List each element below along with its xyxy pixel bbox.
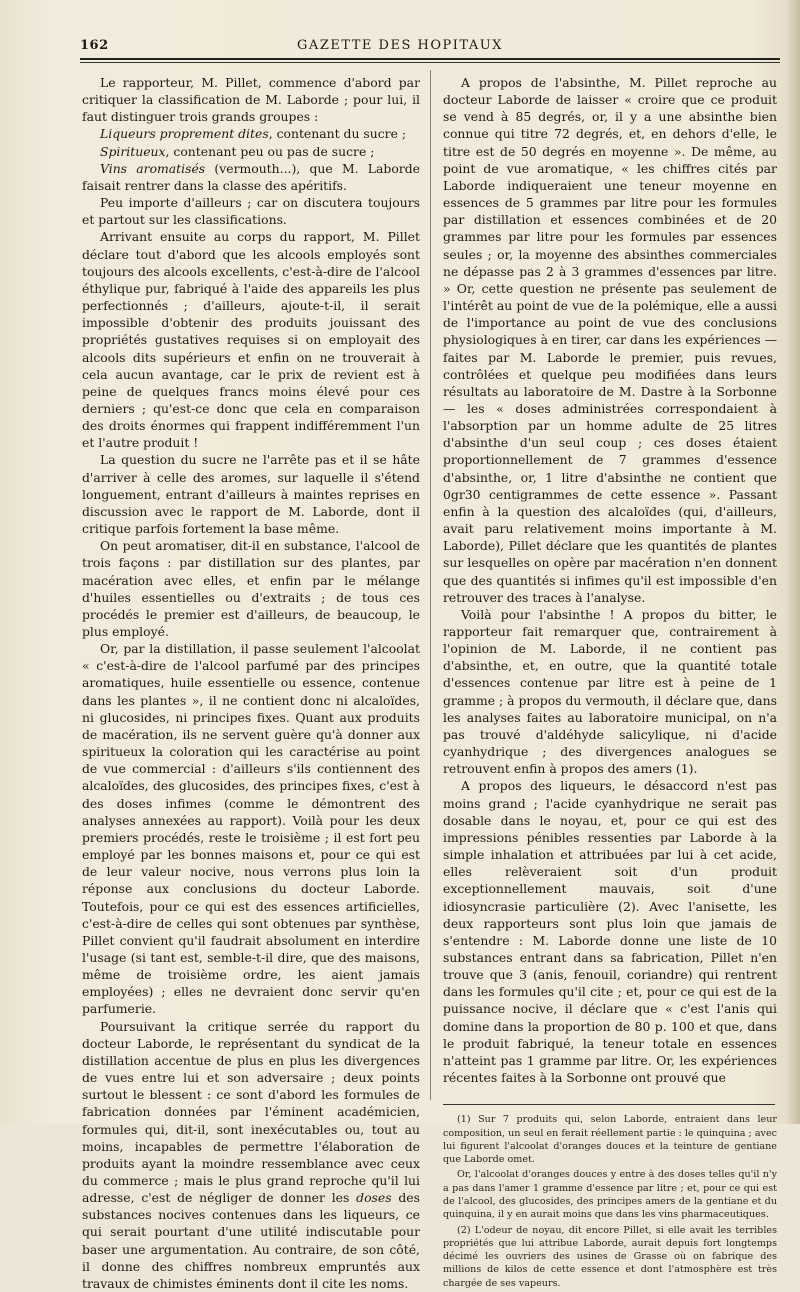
footnote-rule <box>443 1104 775 1105</box>
running-title: GAZETTE DES HOPITAUX <box>297 38 503 53</box>
group-term: Liqueurs proprement dites <box>100 126 269 142</box>
footnote: Or, l'alcoolat d'oranges douces y entre à des doses telles qu'il n'y a pas dans l'amer 1 gramme d'essence par litre ; et, pour ce qui est de l'alcool, des glucosides, des principes amers de la gentiane et du quinquina, il y en aurait moins que dans les vins pharmaceutiques. <box>443 1169 777 1221</box>
group-item-spiritueux <box>82 143 420 160</box>
text-run: des substances nocives contenues dans les liqueurs, ce qui serait pourtant d'une utilité indiscutable pour baser une argumentation. Au contraire, de son côté, il donne des chiffres nombreux empruntés aux travaux de chimistes éminents dont il cite les noms. <box>82 1190 420 1291</box>
paragraph: Arrivant ensuite au corps du rapport, M. Pillet déclare tout d'abord que les alcools employés sont toujours des alcools excellents, c'est-à-dire de l'alcool éthylique pur, fabriqué à l'aide des appareils les plus perfectionnés ; d'ailleurs, ajoute-t-il, il serait impossible d'obtenir des produits jouissant des propriétés gustatives requises si on employait des alcools dits supérieurs et enfin on ne trouverait à cela aucun avantage, car le prix de revient est à peine de quelques francs moins élevé pour ces derniers ; qu'est-ce donc que cela en comparaison des droits énormes qui frappent indifféremment l'un et l'autre produit ! <box>82 229 420 451</box>
paragraph: Peu importe d'ailleurs ; car on discutera toujours et partout sur les classifications. <box>82 195 420 228</box>
text-run: Poursuivant la critique serrée du rapport du docteur Laborde, le représentant du syndicat de la distillation accentue de plus en plus les divergences de vues entre lui et son adversaire ; deux points surtout le blessent : ce sont d'abord les formules de fabrication données par l'éminent académicien, formules qui, dit-il, sont inexécutables ou, tout au moins, incapables de permettre l'élaboration de produits ayant la moindre ressemblance avec ceux du commerce ; mais le plus grand reproche qu'il lui adresse, c'est de négliger de donner les <box>82 1018 420 1206</box>
group-desc: , contenant peu ou pas de sucre ; <box>165 143 375 159</box>
paragraph: Voilà pour l'absinthe ! A propos du bitter, le rapporteur fait remarquer que, contrairement à l'opinion de M. Laborde, il ne contient pas d'absinthe, et, en outre, que la quantité totale d'essences contenue par litre est à peine de 1 gramme ; à propos du vermouth, il déclare que, dans les analyses faites au laboratoire municipal, on n'a pas trouvé d'aldéhyde salicylique, ni d'acide cyanhydrique ; des divergences analogues se retrouvent enfin à propos des amers (1). <box>443 606 777 777</box>
column-divider <box>430 70 431 1100</box>
footnote: (2) L'odeur de noyau, dit encore Pillet, si elle avait les terribles propriétés que lui attribue Laborde, aurait depuis fort longtemps décimé les ouvriers des usines de Grasse où on fabrique des millions de kilos de cette essence et dont l'atmosphère est très chargée de ses vapeurs. <box>443 1224 777 1289</box>
paragraph <box>82 1018 420 1292</box>
paragraph: A propos de l'absinthe, M. Pillet reproche au docteur Laborde de laisser « croire que ce produit se vend à 85 degrés, or, il y a une absinthe bien connue qui titre 72 degrés, et, en dehors d'elle, le titre est de 50 degrés en moyenne ». De même, au point de vue aromatique, « les chiffres cités par Laborde indiqueraient une teneur moyenne en essences de 5 grammes par litre pour les formules par distillation et essences combinées et de 20 grammes par litre pour les formules par essences seules ; or, la moyenne des absinthes commerciales ne dépasse pas 2 à 3 grammes d'essences par litre. » Or, cette question ne présente pas seulement de l'intérêt au point de vue de la polémique, elle a aussi de l'importance au point de vue des conclusions physiologiques à en tirer, car dans les expériences — faites par M. Laborde le premier, puis revues, contrôlées et quelque peu modifiées dans leurs résultats au laboratoire de M. Dastre à la Sorbonne — les « doses administrées correspondaient à l'absorption par un homme adulte de 25 litres d'absinthe d'un seul coup ; ces doses étaient proportionnellement de 7 grammes d'essence d'absinthe, or, 1 litre d'absinthe ne contient que 0gr30 centigrammes de cette essence ». Passant enfin à la question des alcaloïdes (qui, d'ailleurs, avait paru relativement moins importante à M. Laborde), Pillet déclare que les quantités de plantes sur lesquelles on opère par macération n'en donnent que des quantités si infimes qu'il est impossible d'en retrouver des traces à l'analyse. <box>443 75 777 605</box>
left-column <box>82 74 420 1292</box>
header-rule-thin <box>80 62 780 63</box>
paragraph-intro: Le rapporteur, M. Pillet, commence d'abord par critiquer la classification de M. Laborde ; pour lui, il faut distinguer trois grands groupes : <box>82 75 420 125</box>
emphasis: doses <box>356 1190 392 1206</box>
right-column <box>443 74 777 1292</box>
group-item-liqueurs <box>82 125 420 142</box>
footnotes <box>443 1113 777 1290</box>
group-term: Spiritueux <box>100 143 166 159</box>
group-desc: (vermouth...), que M. Laborde faisait rentrer dans la classe des apéritifs. <box>82 160 420 193</box>
paragraph: On peut aromatiser, dit-il en substance, l'alcool de trois façons : par distillation sur des plantes, par macération avec elles, et enfin par le mélange d'huiles essentielles ou d'extraits ; de tous ces procédés le premier est d'ailleurs, de beaucoup, le plus employé. <box>82 538 420 639</box>
page-edge-shadow <box>786 0 800 1124</box>
paragraph: A propos des liqueurs, le désaccord n'est pas moins grand ; l'acide cyanhydrique ne serait pas dosable dans le noyau, et, pour ce qui est des impressions pénibles ressenties par Laborde à la simple inhalation et attribuées par lui à cet acide, elles relèveraient soit d'un produit exceptionnellement mauvais, soit d'une idiosyncrasie particulière (2). Avec l'anisette, les deux rapporteurs sont plus loin que jamais de s'entendre : M. Laborde donne une liste de 10 substances entrant dans sa fabrication, Pillet n'en trouve que 3 (anis, fenouil, coriandre) qui rentrent dans les formules qu'il cite ; et, pour ce qui est de la puissance nocive, il déclare que « c'est l'anis qui domine dans la proportion de 80 p. 100 et que, dans le produit fabriqué, la teneur totale en essences n'atteint pas 1 gramme par litre. Or, les expériences récentes faites à la Sorbonne ont prouvé que <box>443 778 777 1086</box>
group-term: Vins aromatisés <box>100 160 206 176</box>
group-item-vins <box>82 160 420 194</box>
paragraph: Or, par la distillation, il passe seulement l'alcoolat « c'est-à-dire de l'alcool parfumé par des principes aromatiques, huile essentielle ou essence, contenue dans les plantes », il ne contient donc ni alcaloïdes, ni glucosides, ni principes fixes. Quant aux produits de macération, ils ne servent guère qu'à donner aux spiritueux la coloration qui les caractérise au point de vue commercial : d'ailleurs s'ils contiennent des alcaloïdes, des glucosides, des principes fixes, c'est à des doses infimes (comme le démontrent des analyses annexées au rapport). Voilà pour les deux premiers procédés, reste le troisième ; il est fort peu employé par les bonnes maisons et, pour ce qui est de leur valeur nocive, nous verrons plus loin la réponse aux conclusions du docteur Laborde. Toutefois, pour ce qui est des essences artificielles, c'est-à-dire de celles qui sont obtenues par synthèse, Pillet convient qu'il faudrait absolument en interdire l'usage (si tant est, semble-t-il dire, que des maisons, même de troisième ordre, les aient jamais employées) ; elles ne devraient donc servir qu'en parfumerie. <box>82 641 420 1017</box>
paragraph: La question du sucre ne l'arrête pas et il se hâte d'arriver à celle des aromes, sur laquelle il s'étend longuement, entrant d'ailleurs à maintes reprises en discussion avec le rapport de M. Laborde, dont il critique parfois fortement la base même. <box>82 452 420 537</box>
page-number: 162 <box>80 38 109 53</box>
footnote: (1) Sur 7 produits qui, selon Laborde, entraient dans leur composition, un seul en ferait réellement partie : le quinquina ; avec lui figurent l'alcoolat d'oranges douces et la teinture de gentiane que Laborde omet. <box>443 1114 778 1166</box>
group-desc: , contenant du sucre ; <box>268 126 407 142</box>
header-rule-thick <box>80 58 780 60</box>
